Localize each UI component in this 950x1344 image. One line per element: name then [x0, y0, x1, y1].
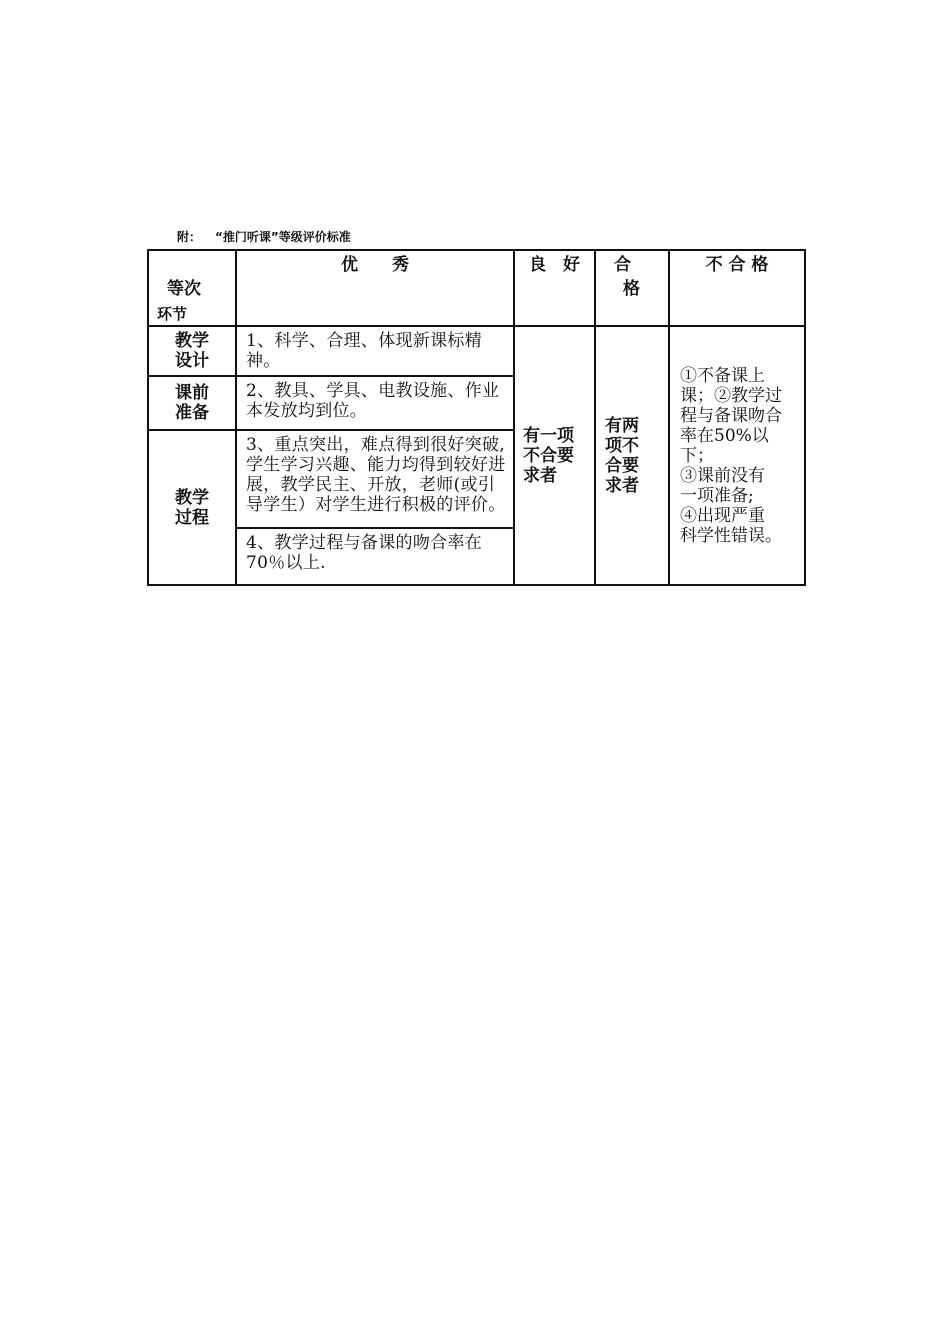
page-heading: [177, 228, 351, 245]
pass-line: 有两: [605, 415, 639, 436]
heading-title: “推门听课”等级评价标准: [215, 230, 351, 244]
stage-process-label: 教学过程: [175, 487, 209, 528]
criterion-1: 1、科学、合理、体现新课标精神。: [236, 326, 514, 376]
stage-design: [148, 326, 236, 376]
header-excellent-label: 优 秀: [341, 255, 409, 275]
criterion-3: 3、重点突出，难点得到很好突破,学生学习兴趣、能力均得到较好进展，教学民主、开放，老师(或引导学生）对学生进行积极的评价。: [236, 430, 514, 528]
header-excellent: [236, 250, 514, 326]
fail-line: ④出现严重: [680, 505, 765, 526]
header-fail: [669, 250, 805, 326]
fail-line: ①不备课上: [680, 365, 765, 386]
evaluation-table: [147, 249, 806, 586]
pass-line: 合要: [605, 455, 639, 476]
fail-line: 程与备课吻合: [680, 405, 782, 426]
corner-top-label: 等次: [167, 279, 201, 299]
pass-line: 项不: [605, 435, 639, 456]
header-good: [514, 250, 595, 326]
good-line: 有一项: [523, 425, 574, 446]
fail-line: 一项准备;: [680, 485, 754, 506]
fail-rule-cell: [669, 326, 805, 585]
header-pass-line2: 格: [623, 279, 640, 299]
good-rule-cell: [514, 326, 595, 585]
header-fail-label: 不 合 格: [705, 255, 769, 275]
heading-prefix: 附：: [177, 230, 202, 244]
fail-line: 科学性错误。: [680, 525, 782, 546]
corner-header-cell: [148, 250, 236, 326]
header-good-label: 良 好: [529, 255, 580, 275]
corner-bottom-label: 环节: [157, 305, 188, 323]
stage-design-label: 教学设计: [175, 331, 209, 371]
criterion-2: 2、教具、学具、电教设施、作业本发放均到位。: [236, 376, 514, 430]
fail-line: ③课前没有: [680, 465, 765, 486]
criterion-4: 4、教学过程与备课的吻合率在70％以上.: [236, 528, 514, 585]
pass-rule-cell: [595, 326, 669, 585]
stage-prep: [148, 376, 236, 430]
good-line: 不合要: [523, 445, 574, 466]
fail-line: 课；②教学过: [680, 385, 782, 406]
fail-line: 率在50%以: [680, 425, 769, 446]
header-pass: [595, 250, 669, 326]
stage-prep-label: 课前准备: [175, 383, 209, 423]
stage-process: [148, 430, 236, 585]
row-design: [148, 326, 805, 376]
pass-line: 求者: [605, 475, 639, 496]
fail-line: 下；: [680, 445, 714, 466]
good-line: 求者: [523, 465, 557, 486]
header-pass-line1: 合: [614, 255, 631, 275]
header-row: [148, 250, 805, 326]
